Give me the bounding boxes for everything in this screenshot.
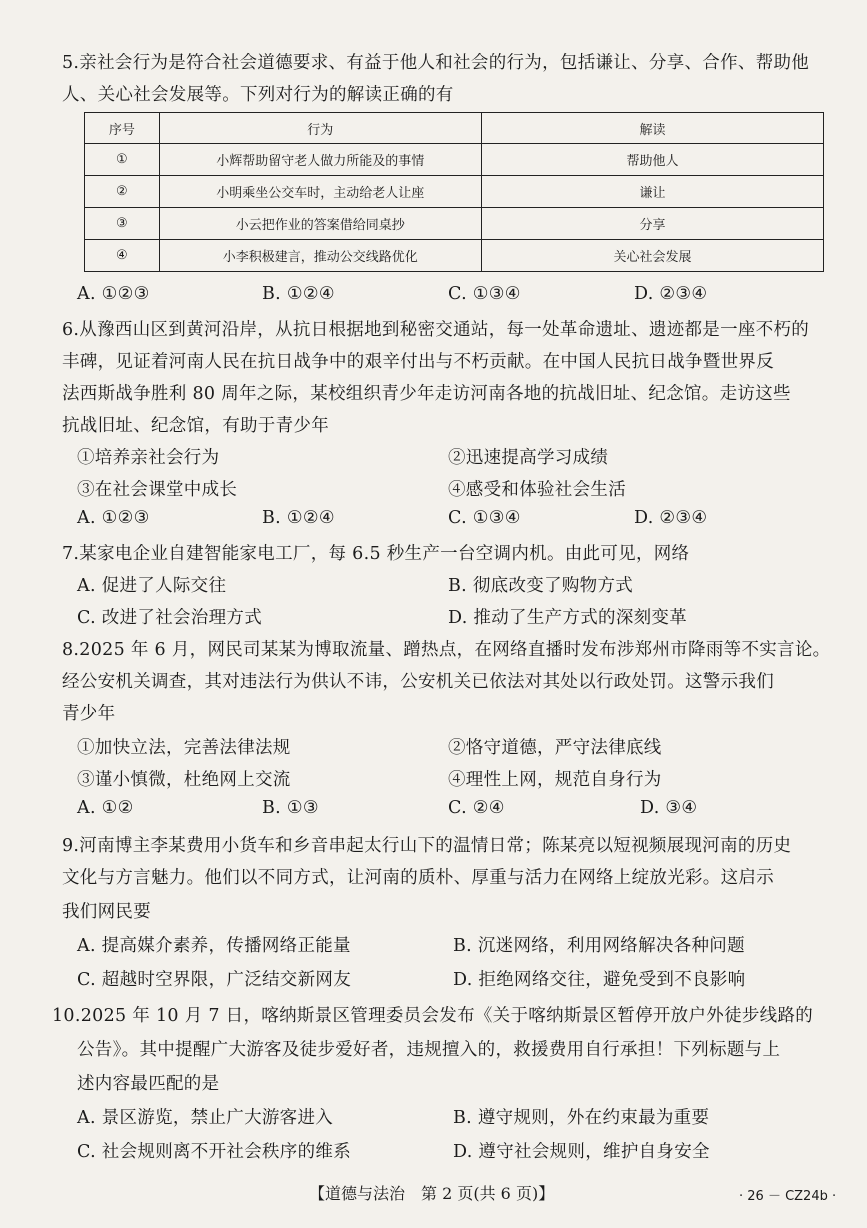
q6-item-1: ①培养亲社会行为 (77, 448, 220, 468)
paper-code: · 26 － CZ24b · (739, 1189, 837, 1204)
q6-option-d: D. ②③④ (634, 508, 708, 528)
q8-stem-line-2: 经公安机关调查，其对违法行为供认不讳，公安机关已依法对其处以行政处罚。这警示我们 (62, 672, 774, 692)
table-header: 解读 (481, 113, 823, 144)
q8-item-2: ②恪守道德，严守法律底线 (448, 738, 662, 758)
table-row (85, 144, 824, 176)
q6-option-a: A. ①②③ (77, 508, 150, 528)
q6-option-c: C. ①③④ (448, 508, 521, 528)
q5-stem-line-1: 5.亲社会行为是符合社会道德要求、有益于他人和社会的行为，包括谦让、分享、合作、帮助他 (62, 53, 810, 73)
q6-stem-line-4: 抗战旧址、纪念馆，有助于青少年 (62, 416, 329, 436)
q9-option-a: A. 提高媒介素养，传播网络正能量 (77, 936, 351, 956)
table-cell: ① (85, 144, 160, 176)
table-cell: 小云把作业的答案借给同桌抄 (159, 208, 481, 240)
q5-option-d: D. ②③④ (634, 284, 708, 304)
table-row (85, 240, 824, 272)
table-cell: 分享 (481, 208, 823, 240)
q6-option-b: B. ①②④ (262, 508, 335, 528)
table-cell: 关心社会发展 (481, 240, 823, 272)
q10-option-c: C. 社会规则离不开社会秩序的维系 (77, 1142, 351, 1162)
q8-stem-line-3: 青少年 (62, 704, 116, 724)
q5-option-c: C. ①③④ (448, 284, 521, 304)
q5-option-b: B. ①②④ (262, 284, 335, 304)
table-cell: 小辉帮助留守老人做力所能及的事情 (159, 144, 481, 176)
q6-item-3: ③在社会课堂中成长 (77, 480, 238, 500)
q10-option-b: B. 遵守规则，外在约束最为重要 (453, 1108, 710, 1128)
q8-option-c: C. ②④ (448, 798, 505, 818)
q8-stem-line-1: 8.2025 年 6 月，网民司某某为博取流量、蹭热点，在网络直播时发布涉郑州市降雨等不实言论。 (62, 640, 831, 660)
table-header: 序号 (85, 113, 160, 144)
table-cell: ② (85, 176, 160, 208)
q10-stem-line-2: 公告》。其中提醒广大游客及徒步爱好者，违规擅入的，救援费用自行承担！下列标题与上 (77, 1040, 781, 1060)
table-header-row (85, 113, 824, 144)
q10-stem-line-1: 10.2025 年 10 月 7 日，喀纳斯景区管理委员会发布《关于喀纳斯景区暂停开放户外徒步线路的 (52, 1006, 814, 1026)
q5-option-a: A. ①②③ (77, 284, 150, 304)
table-header: 行为 (159, 113, 481, 144)
q7-stem-line-1: 7.某家电企业自建智能家电工厂，每 6.5 秒生产一台空调内机。由此可见，网络 (62, 544, 690, 564)
q10-option-a: A. 景区游览，禁止广大游客进入 (77, 1108, 334, 1128)
q7-option-a: A. 促进了人际交往 (77, 576, 227, 596)
table-row (85, 176, 824, 208)
q7-option-b: B. 彻底改变了购物方式 (448, 576, 634, 596)
q7-option-d: D. 推动了生产方式的深刻变革 (448, 608, 688, 628)
q8-item-1: ①加快立法，完善法律法规 (77, 738, 291, 758)
table-cell: 小李积极建言，推动公交线路优化 (159, 240, 481, 272)
q9-stem-line-3: 我们网民要 (62, 902, 151, 922)
table-row (85, 208, 824, 240)
q5-table (84, 112, 824, 272)
q5-stem-line-2: 人、关心社会发展等。下列对行为的解读正确的有 (62, 85, 454, 105)
q9-option-d: D. 拒绝网络交往，避免受到不良影响 (453, 970, 746, 990)
table-cell: 小明乘坐公交车时，主动给老人让座 (159, 176, 481, 208)
q8-option-d: D. ③④ (640, 798, 698, 818)
q6-item-2: ②迅速提高学习成绩 (448, 448, 609, 468)
table-cell: 谦让 (481, 176, 823, 208)
q9-stem-line-2: 文化与方言魅力。他们以不同方式，让河南的质朴、厚重与活力在网络上绽放光彩。这启示 (62, 868, 774, 888)
q8-option-a: A. ①② (77, 798, 134, 818)
q8-option-b: B. ①③ (262, 798, 319, 818)
q10-option-d: D. 遵守社会规则，维护自身安全 (453, 1142, 710, 1162)
table-cell: ④ (85, 240, 160, 272)
q6-stem-line-1: 6.从豫西山区到黄河沿岸，从抗日根据地到秘密交通站，每一处革命遗址、遗迹都是一座不朽的 (62, 320, 810, 340)
q9-option-c: C. 超越时空界限，广泛结交新网友 (77, 970, 351, 990)
table-cell: 帮助他人 (481, 144, 823, 176)
q10-stem-line-3: 述内容最匹配的是 (77, 1074, 220, 1094)
q6-stem-line-2: 丰碑，见证着河南人民在抗日战争中的艰辛付出与不朽贡献。在中国人民抗日战争暨世界反 (62, 352, 774, 372)
q8-item-3: ③谨小慎微，杜绝网上交流 (77, 770, 291, 790)
q6-item-4: ④感受和体验社会生活 (448, 480, 626, 500)
q9-stem-line-1: 9.河南博主李某费用小货车和乡音串起太行山下的温情日常；陈某亮以短视频展现河南的历史 (62, 836, 792, 856)
q7-option-c: C. 改进了社会治理方式 (77, 608, 262, 628)
page-footer: 【道德与法治 第 2 页(共 6 页)】 (309, 1184, 555, 1203)
table-cell: ③ (85, 208, 160, 240)
q9-option-b: B. 沉迷网络，利用网络解决各种问题 (453, 936, 745, 956)
q6-stem-line-3: 法西斯战争胜利 80 周年之际，某校组织青少年走访河南各地的抗战旧址、纪念馆。走访这些 (62, 384, 791, 404)
q8-item-4: ④理性上网，规范自身行为 (448, 770, 662, 790)
